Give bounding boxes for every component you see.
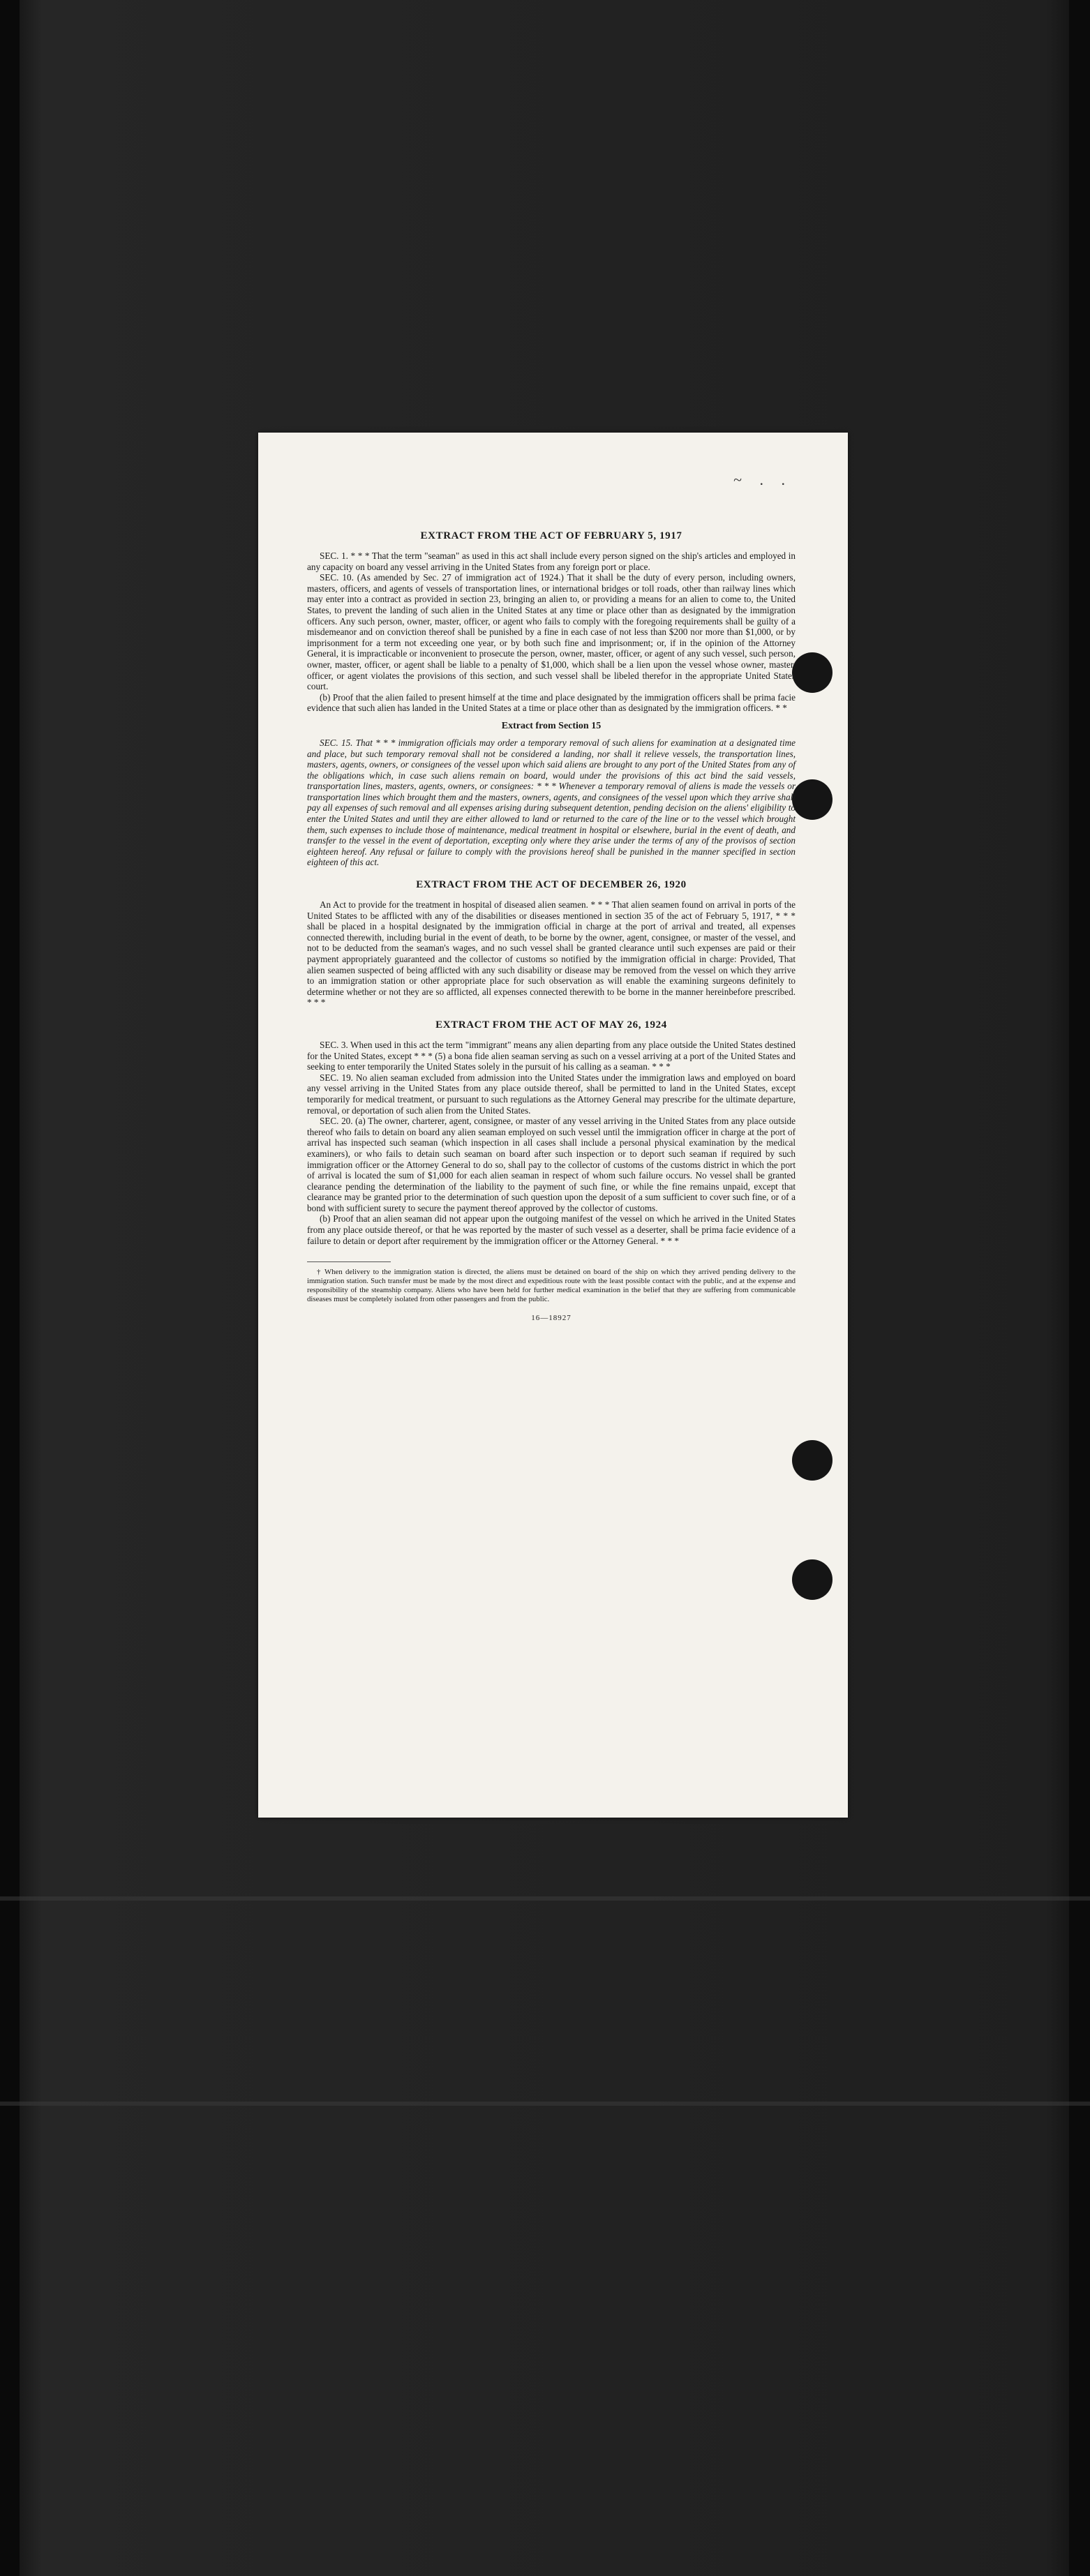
section-heading: EXTRACT FROM THE ACT OF FEBRUARY 5, 1917	[420, 530, 682, 541]
punch-hole	[792, 652, 833, 693]
paragraph: SEC. 20. (a) The owner, charterer, agent, consignee, or master of any vessel arriving in the United States from any place outside thereof who fails to detain on board any alien seaman employed on such vessel until the immigration officer in charge at the port of arrival has inspected such seaman (which inspection in all cases shall include a personal physical examination by the medical examiners), or who fails to detain such seaman on board after such inspection or to deport such seaman if required by such immigration officer or the Attorney General to do so, shall pay to the collector of customs of the customs district in which the port of arrival is located the sum of $1,000 for each alien seaman in respect of whom such failure occurs. No vessel shall be granted clearance pending the determination of the liability to the payment of such fine, or while the fine remains unpaid, except that clearance may be granted prior to the determination of such question upon the deposit of a sum sufficient to cover such fine, or of a bond with sufficient surety to secure the payment thereof approved by the collector of customs.	[307, 1116, 796, 1213]
page-content	[307, 530, 796, 1322]
paragraph: SEC. 3. When used in this act the term "immigrant" means any alien departing from any place outside the United States destined for the United States, except * * * (5) a bona fide alien seaman serving as such on a vessel arriving at a port of the United States and seeking to enter temporarily the United States solely in the pursuit of his calling as a seaman. * * *	[307, 1039, 796, 1072]
paragraph: (b) Proof that an alien seaman did not appear upon the outgoing manifest of the vessel on which he arrived in the United States from any place outside thereof, or that he was reported by the master of such vessel as a deserter, shall be prima facie evidence of a failure to detain or deport after requirement by the immigration officer or the Attorney General. * * *	[307, 1213, 796, 1246]
film-edge-left	[0, 0, 20, 2576]
paragraph: SEC. 19. No alien seaman excluded from admission into the United States under the immigration laws and employed on board any vessel arriving in the United States from any place outside thereof, shall be permitted to land in the United States, except temporarily for medical treatment, or pursuant to such regulations as the Attorney General may prescribe for the ultimate departure, removal, or deportation of such alien from the United States.	[307, 1072, 796, 1116]
page-number: 16—18927	[531, 1314, 572, 1323]
footnote: † When delivery to the immigration station is directed, the aliens must be detained on board of the ship on which they arrived pending delivery to the immigration station. Such transfer must be made by the most direct and expeditious route with the least possible contact with the public, and at the expense and responsibility of the steamship company. Aliens who have been held for further medical examination in the belief that they are suffering from communicable diseases must be completely isolated from other passengers and from the public.	[307, 1268, 796, 1304]
scan-band	[0, 1896, 1090, 1901]
scan-band	[0, 2102, 1090, 2106]
footnote-rule	[307, 1261, 391, 1262]
paragraph: An Act to provide for the treatment in hospital of diseased alien seamen. * * * That alien seamen found on arrival in ports of the United States to be afflicted with any of the disabilities or diseases mentioned in section 35 of the act of February 5, 1917, * * * shall be placed in a hospital designated by the immigration official in charge at the port of arrival and treated, all expenses connected therewith, including burial in the event of death, to be borne by the owner, agent, consignee, or master of the vessel, and not to be deducted from the seaman's wages, and no such vessel shall be granted clearance until such expenses are paid or their payment appropriately guaranteed and the collector of customs so notified by the immigration official in charge: Provided, That alien seamen suspected of being afflicted with any such disability or disease may be removed from the vessel on which they arrive to an immigration station or other appropriate place for such observation as will enable the examining surgeons definitely to determine whether or not they are so afflicted, all expenses connected therewith to be borne in the manner hereinbefore prescribed. * * *	[307, 899, 796, 1008]
paragraph: SEC. 10. (As amended by Sec. 27 of immigration act of 1924.) That it shall be the duty of every person, including owners, masters, officers, and agents of vessels of transportation lines, or international bridges or toll roads, other than railway lines which may enter into a contract as provided in section 23, bringing an alien to, or providing a means for an alien to come to, the United States, to prevent the landing of such alien in the United States at any time or place other than as designated by the immigration officers. Any such person, owner, master, officer, or agent who fails to comply with the foregoing requirements shall be guilty of a misdemeanor and on conviction thereof shall be punished by a fine in each case of not less than $200 nor more than $1,000, or by imprisonment for a term not exceeding one year, or by both such fine and imprisonment; or, if in the opinion of the Attorney General, it is impracticable or inconvenient to prosecute the person, owner, master, officer, or agent of any such vessel, such person, owner, master, officer, or agent shall be liable to a penalty of $1,000, which shall be a lien upon the vessel whose owner, master, officer, or agent violates the provisions of this section, and such vessel shall be libeled therefor in the appropriate United States court.	[307, 572, 796, 692]
paragraph: (b) Proof that the alien failed to present himself at the time and place designated by the immigration officers shall be prima facie evidence that such alien has landed in the United States at a time or place other than as designated by the immigration officers. * *	[307, 691, 796, 714]
punch-hole	[792, 1440, 833, 1481]
corner-marks: ~ . .	[733, 471, 792, 488]
punch-hole	[792, 1559, 833, 1600]
film-edge-right	[1069, 0, 1090, 2576]
paragraph: SEC. 1. * * * That the term "seaman" as used in this act shall include every person signed on the ship's articles and employed in any capacity on board any vessel arriving in the United States from any foreign port or place.	[307, 551, 796, 572]
section-heading: EXTRACT FROM THE ACT OF MAY 26, 1924	[435, 1019, 667, 1031]
document-page	[258, 433, 848, 1818]
section-subheading: Extract from Section 15	[501, 720, 602, 731]
paragraph: SEC. 15. That * * * immigration officials may order a temporary removal of such aliens for examination at a designated time and place, but such temporary removal shall not be considered a landing, nor shall it relieve vessels, the transportation lines, masters, agents, owners, or consignees of the vessel upon which said aliens are brought to any port of the United States from any of the obligations which, in case such aliens remain on board, would under the provisions of this act bind the said vessels, transportation lines, masters, agents, owners, or consignees: * * * Whenever a temporary removal of aliens is made the vessels or transportation lines which brought them and the masters, owners, agents, and consignees of the vessel upon which they arrive shall pay all expenses of such removal and all expenses arising during subsequent detention, pending decision on the aliens' eligibility to enter the United States and until they are either allowed to land or returned to the care of the line or to the vessel which brought them, such expenses to include those of maintenance, medical treatment in hospital or elsewhere, burial in the event of death, and transfer to the vessel in the event of deportation, excepting only where they arise under the terms of any of the provisos of section eighteen hereof. Any refusal or failure to comply with the provisions hereof shall be punished in the manner specified in section eighteen of this act.	[307, 737, 796, 868]
section-heading: EXTRACT FROM THE ACT OF DECEMBER 26, 1920	[416, 879, 687, 891]
punch-hole	[792, 779, 833, 820]
